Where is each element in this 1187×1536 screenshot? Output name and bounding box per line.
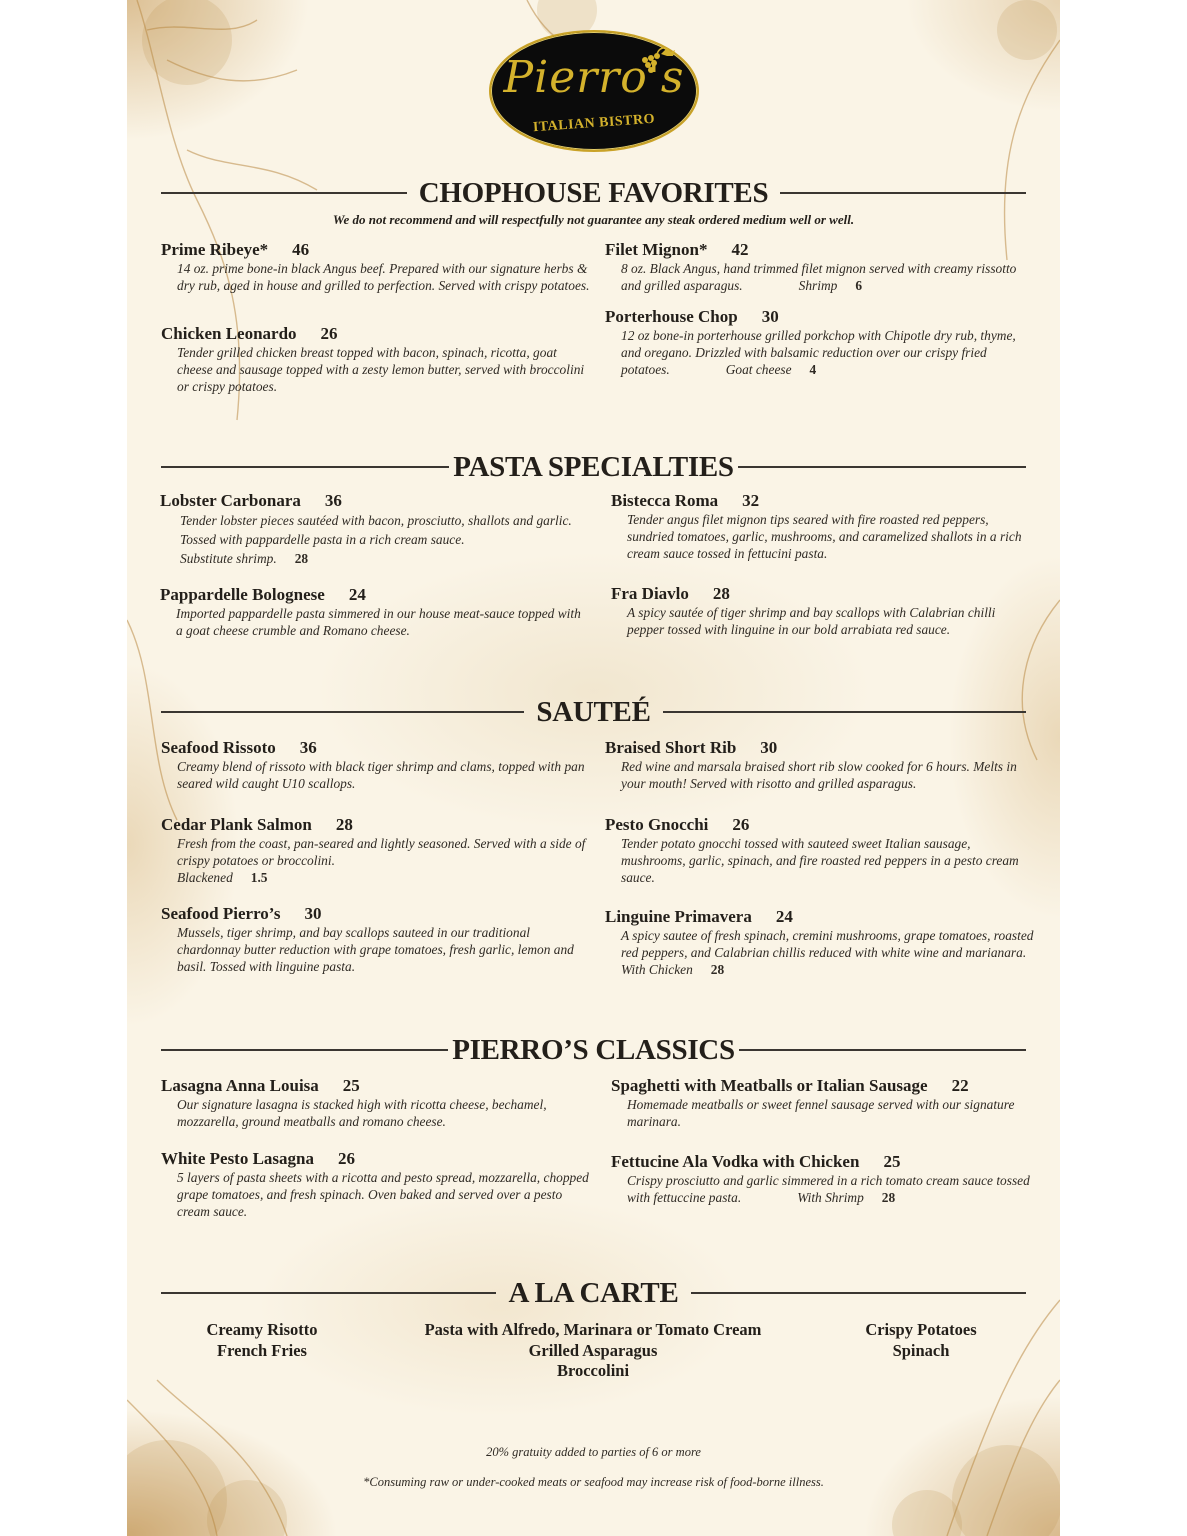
item-description: 14 oz. prime bone-in black Angus beef. Prepared with our signature herbs & dry rub, aged in house and grilled to perfection. Served with crispy potatoes. — [177, 261, 590, 293]
item-name: Filet Mignon* — [605, 240, 708, 259]
section-title: PASTA SPECIALTIES — [453, 450, 734, 483]
menu-item — [605, 240, 1035, 294]
divider-rule — [161, 711, 524, 713]
item-description: Homemade meatballs or sweet fennel sausage served with our signature marinara. — [627, 1097, 1015, 1129]
item-name: Braised Short Rib — [605, 738, 737, 757]
section-header-a-la-carte — [161, 1278, 1026, 1308]
item-name: Fra Diavlo — [611, 584, 689, 603]
item-name: Cedar Plank Salmon — [161, 815, 312, 834]
side-item: French Fries — [217, 1340, 307, 1360]
item-price: 36 — [324, 491, 342, 510]
menu-item — [161, 240, 591, 294]
divider-rule — [780, 192, 1026, 194]
item-price: 28 — [335, 815, 353, 834]
divider-rule — [739, 1049, 1026, 1051]
item-price: 32 — [742, 491, 760, 510]
a-la-carte-column-right — [831, 1320, 1011, 1361]
addon-label: Goat cheese — [725, 362, 792, 377]
item-name: White Pesto Lasagna — [161, 1149, 314, 1168]
addon-label: Shrimp — [798, 278, 838, 293]
item-price: 26 — [338, 1149, 355, 1168]
item-price: 24 — [348, 585, 366, 604]
addon-label: With Shrimp — [797, 1190, 864, 1205]
side-item: Spinach — [892, 1340, 950, 1360]
item-description: Red wine and marsala braised short rib slow cooked for 6 hours. Melts in your mouth! Served with risotto and grilled asparagus. — [621, 759, 1017, 791]
item-description: A spicy sautée of tiger shrimp and bay scallops with Calabrian chilli pepper tossed with linguine in our bold arrabiata red sauce. — [627, 605, 996, 637]
divider-rule — [161, 466, 449, 468]
item-name: Lobster Carbonara — [160, 491, 301, 510]
item-description: Tender potato gnocchi tossed with sauteed sweet Italian sausage, mushrooms, garlic, spinach, and fire roasted red peppers in a pesto cream sauce. — [621, 836, 1019, 885]
item-description: 12 oz bone-in porterhouse grilled porkchop with Chipotle dry rub, thyme, and oregano. Drizzled with balsamic reduction over our crispy fried potatoes. — [621, 328, 1016, 377]
item-description: Fresh from the coast, pan-seared and lightly seasoned. Served with a side of crispy potatoes or broccolini. — [177, 836, 586, 868]
addon-price: 6 — [855, 278, 863, 293]
item-description: Mussels, tiger shrimp, and bay scallops sauteed in our traditional chardonnay butter reduction with grape tomatoes, fresh garlic, lemon and basil. Tossed with linguine pasta. — [177, 925, 574, 974]
menu-item — [161, 815, 591, 886]
menu-item — [161, 738, 591, 792]
menu-item — [611, 1076, 1031, 1130]
logo-subtitle: ITALIAN BISTRO — [532, 111, 656, 136]
item-description: A spicy sautee of fresh spinach, cremini mushrooms, grape tomatoes, roasted red peppers, and Calabrian chillis reduced with white wine and marianara. — [621, 928, 1034, 960]
menu-item — [611, 584, 1031, 638]
item-name: Bistecca Roma — [611, 491, 719, 510]
addon-label: With Chicken — [621, 962, 693, 977]
side-item: Grilled Asparagus — [528, 1340, 658, 1360]
divider-rule — [663, 711, 1026, 713]
menu-item — [605, 815, 1035, 886]
item-name: Pappardelle Bolognese — [160, 585, 325, 604]
divider-rule — [691, 1292, 1026, 1294]
menu-item — [161, 1076, 591, 1130]
section-header-chophouse — [161, 178, 1026, 208]
item-name: Pesto Gnocchi — [605, 815, 709, 834]
item-description: 5 layers of pasta sheets with a ricotta and pesto spread, mozzarella, chopped grape tomatoes, and fresh spinach. Oven baked and served over a pesto cream sauce. — [177, 1170, 589, 1219]
item-name: Seafood Pierro’s — [161, 904, 281, 923]
side-item: Broccolini — [556, 1361, 630, 1380]
section-title: CHOPHOUSE FAVORITES — [418, 176, 769, 209]
item-price: 42 — [731, 240, 749, 259]
item-name: Prime Ribeye* — [161, 240, 269, 259]
item-price: 24 — [775, 907, 793, 926]
item-name: Lasagna Anna Louisa — [161, 1076, 319, 1095]
section-title: PIERRO’S CLASSICS — [452, 1033, 735, 1066]
item-price: 22 — [951, 1076, 969, 1095]
section-title: SAUTEÉ — [536, 695, 651, 728]
addon-price: 1.5 — [250, 870, 268, 885]
item-price: 30 — [760, 738, 778, 757]
section-header-classics — [161, 1035, 1026, 1065]
item-description: Tender grilled chicken breast topped with bacon, spinach, ricotta, goat cheese and sausage topped with a zesty lemon butter, served with broccolini or crispy potatoes. — [177, 345, 585, 394]
food-safety-warning: *Consuming raw or under-cooked meats or seafood may increase risk of food-borne illness. — [363, 1475, 824, 1489]
item-price: 25 — [883, 1152, 901, 1171]
addon-price: 28 — [881, 1190, 896, 1205]
item-name: Porterhouse Chop — [605, 307, 738, 326]
menu-item — [161, 324, 591, 395]
menu-item — [160, 491, 590, 568]
item-name: Fettucine Ala Vodka with Chicken — [611, 1152, 860, 1171]
item-price: 26 — [732, 815, 750, 834]
item-name: Linguine Primavera — [605, 907, 752, 926]
item-description: Creamy blend of rissoto with black tiger shrimp and clams, topped with pan seared wild caught U10 scallops. — [177, 759, 585, 791]
menu-item — [161, 1149, 591, 1220]
steak-doneness-note: We do not recommend and will respectfully not guarantee any steak ordered medium well or well. — [332, 212, 855, 227]
item-description: Our signature lasagna is stacked high with ricotta cheese, bechamel, mozzarella, ground meatballs and romano cheese. — [177, 1097, 547, 1129]
item-name: Chicken Leonardo — [161, 324, 297, 343]
restaurant-logo — [489, 30, 699, 152]
item-price: 28 — [712, 584, 730, 603]
item-description: Imported pappardelle pasta simmered in our house meat-sauce topped with a goat cheese crumble and Romano cheese. — [176, 606, 581, 638]
divider-rule — [738, 466, 1026, 468]
item-description: 8 oz. Black Angus, hand trimmed filet mignon served with creamy rissotto and grilled asparagus. — [621, 261, 1017, 293]
menu-item — [160, 585, 590, 639]
side-item: Creamy Risotto — [206, 1320, 318, 1339]
logo-name: Pierro's — [503, 52, 685, 103]
addon-price: 28 — [294, 551, 309, 566]
gratuity-note: 20% gratuity added to parties of 6 or more — [486, 1445, 701, 1459]
menu-item — [611, 1152, 1031, 1206]
section-header-sautee — [161, 697, 1026, 727]
section-header-pasta — [161, 452, 1026, 482]
menu-item — [605, 307, 1035, 378]
menu-item — [605, 907, 1035, 978]
side-item: Pasta with Alfredo, Marinara or Tomato Cream — [424, 1320, 762, 1339]
item-price: 25 — [342, 1076, 360, 1095]
divider-rule — [161, 1049, 448, 1051]
item-price: 36 — [299, 738, 317, 757]
a-la-carte-column-left — [172, 1320, 352, 1361]
item-price: 46 — [292, 240, 310, 259]
item-price: 26 — [320, 324, 338, 343]
addon-price: 28 — [710, 962, 725, 977]
section-title: A LA CARTE — [508, 1276, 679, 1309]
item-name: Seafood Rissoto — [161, 738, 276, 757]
item-description: Crispy prosciutto and garlic simmered in a rich tomato cream sauce tossed with fettuccine pasta. — [627, 1173, 1030, 1205]
item-price: 30 — [761, 307, 779, 326]
divider-rule — [161, 192, 407, 194]
item-price: 30 — [304, 904, 322, 923]
item-description: Tender angus filet mignon tips seared with fire roasted red peppers, sundried tomatoes, garlic, mushrooms, and caramelized shallots in a rich cream sauce tossed in fettucini pasta. — [627, 512, 1022, 561]
menu-item — [611, 491, 1031, 562]
a-la-carte-column-center — [393, 1320, 793, 1382]
item-name: Spaghetti with Meatballs or Italian Sausage — [611, 1076, 928, 1095]
item-description: Tender lobster pieces sautéed with bacon, prosciutto, shallots and garlic. Tossed with pappardelle pasta in a rich cream sauce. — [180, 513, 572, 547]
addon-label: Substitute shrimp. — [180, 551, 277, 566]
menu-item — [605, 738, 1035, 792]
addon-price: 4 — [809, 362, 817, 377]
divider-rule — [161, 1292, 496, 1294]
side-item: Crispy Potatoes — [865, 1320, 977, 1339]
menu-item — [161, 904, 591, 975]
addon-label: Blackened — [177, 870, 233, 885]
